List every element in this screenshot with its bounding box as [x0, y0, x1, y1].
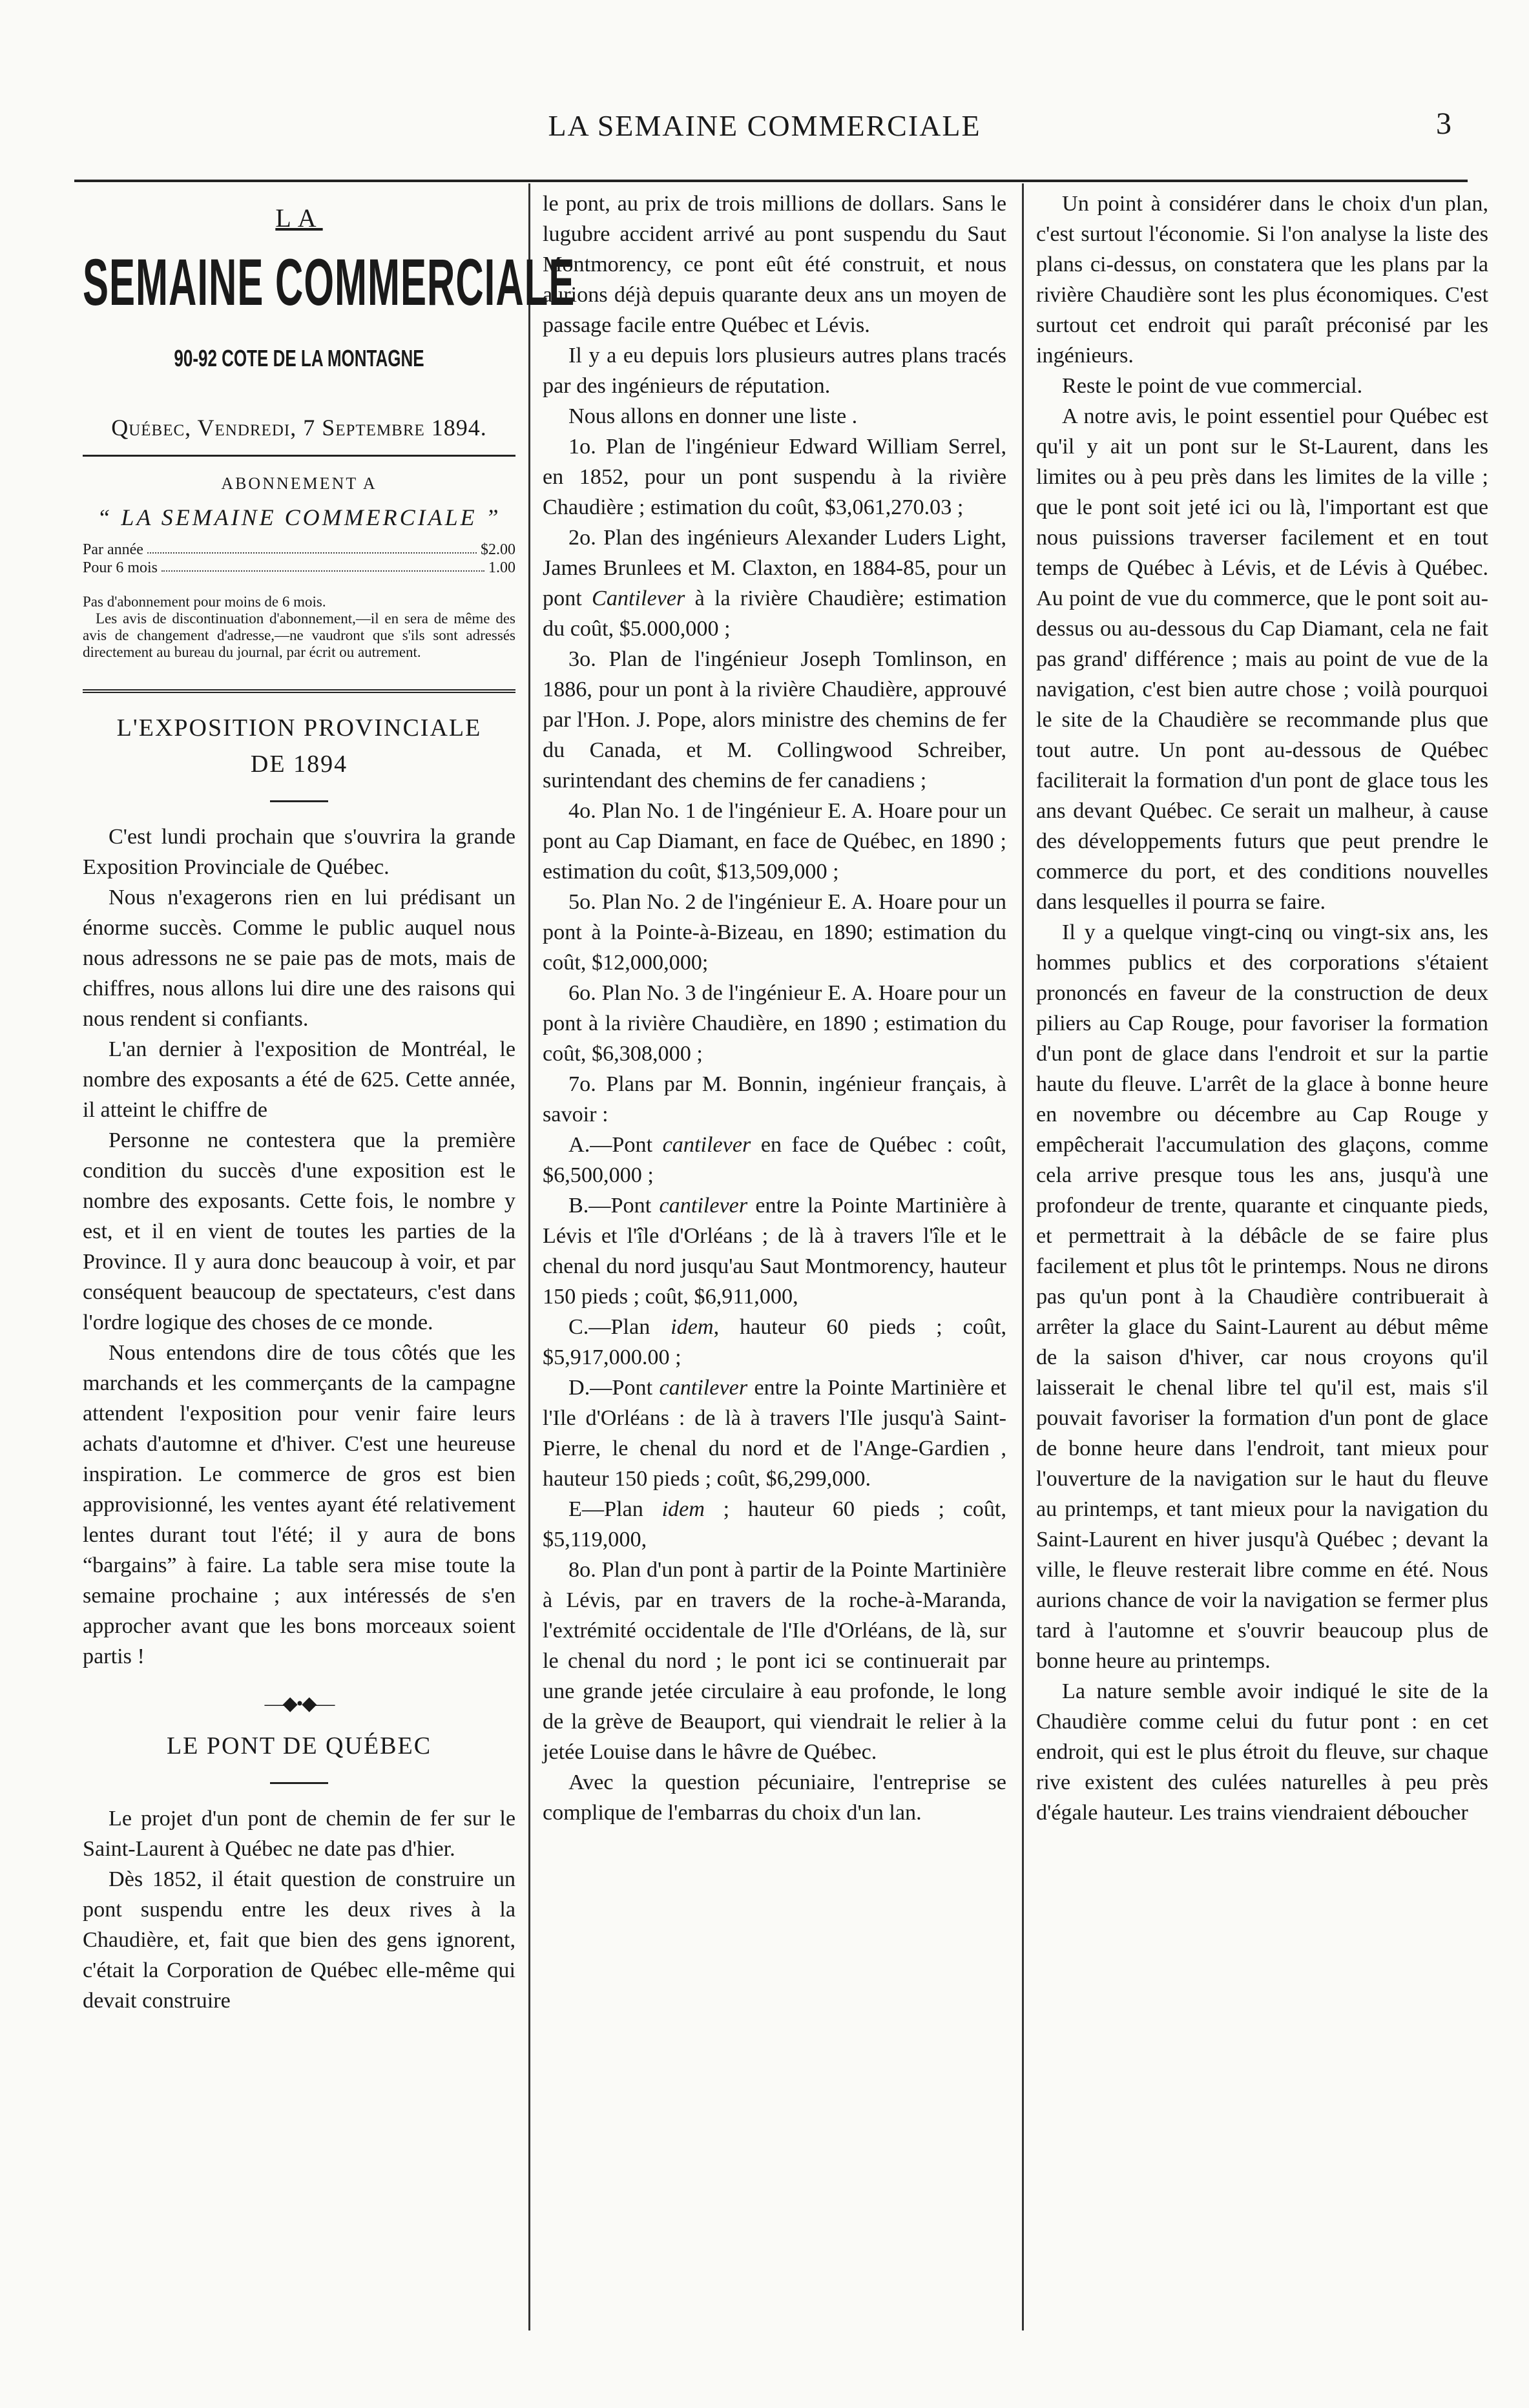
paragraph: le pont, au prix de trois millions de dollars. Sans le lugubre accident arrivé au pont suspendu du Saut Montmorency, ce pont eût été construit, et nous aurions déjà depuis quarante deux ans un moyen de passage facile entre Québec et Lévis.	[543, 192, 1006, 337]
plan-item: 5o. Plan No. 2 de l'ingénieur E. A. Hoare pour un pont à la Pointe-à-Bizeau, en 1890; estimation du coût, $12,000,000;	[543, 890, 1006, 975]
short-rule	[270, 1782, 328, 1784]
plan-item: 7o. Plans par M. Bonnin, ingénieur français, à savoir :	[543, 1072, 1006, 1126]
masthead-la: LA	[275, 203, 323, 233]
paragraph: A notre avis, le point essentiel pour Québec est qu'il y ait un pont sur le St-Laurent, dans les limites ou à peu près dans les limites de la ville ; que le pont soit jeté ici ou là, l'important est que nous puissions traverser facilement et en tout temps de Québec à Lévis, et de Lévis à Québec. Au point de vue du commerce, que le pont soit au-dessus ou au-dessous du Cap Diamant, cela ne fait pas grand' différence ; mais au point de vue de la navigation, c'est bien autre chose ; voilà pourquoi le site de la Chaudière se recommande plus que tout autre. Un pont au-dessous de Québec faciliterait la formation d'un pont de glace tous les ans devant Québec. Ce serait un malheur, à cause des développements futurs que peut prendre le commerce du port, et des conditions nouvelles dans lesquelles il pourra se faire.	[1036, 404, 1488, 914]
subscription-notice	[83, 594, 515, 661]
paragraph: Nous allons en donner une liste .	[568, 404, 858, 428]
leader-dots	[161, 559, 484, 572]
paragraph: Personne ne contestera que la première condition du succès d'une exposition est le nombre des exposants. Cette fois, le nombre y est, et il en vient de toutes les parties de la Province. Il y aura donc beaucoup à voir, et par conséquent beaucoup de spectateurs, c'est dans l'ordre logique des choses de ce monde.	[83, 1128, 515, 1334]
column-divider-2	[1022, 183, 1024, 2330]
paragraph: L'an dernier à l'exposition de Montréal, le nombre des exposants a été de 625. Cette année, il atteint le chiffre de	[83, 1037, 515, 1122]
headline-exposition-year: DE 1894	[250, 751, 348, 778]
paragraph: Avec la question pécuniaire, l'entreprise se complique de l'embarras du choix d'un lan.	[543, 1770, 1006, 1825]
ornament-divider: —◆•◆—	[264, 1693, 334, 1714]
divider	[83, 455, 515, 457]
plan-item: 3o. Plan de l'ingénieur Joseph Tomlinson, en 1886, pour un pont à la rivière Chaudière, approuvé par l'Hon. J. Pope, alors ministre des chemins de fer du Canada, et M. Collingwood Schreiber, surintendant des chemins de fer canadiens ;	[543, 647, 1006, 793]
column-divider-1	[528, 183, 530, 2330]
notice-line: Les avis de discontinuation d'abonnement,—il en sera de même des avis de changement d'adresse,—ne vaudront que s'ils sont adressés directement au bureau du journal, par écrit ou autrement.	[83, 610, 515, 660]
page-number: 3	[1436, 107, 1451, 141]
notice-line: Pas d'abonnement pour moins de 6 mois.	[83, 594, 326, 610]
paragraph: La nature semble avoir indiqué le site de la Chaudière comme celui du futur pont : en cet endroit, qui est le plus étroit du fleuve, sur chaque rive existent des culées naturelles à peu près d'égale hauteur. Les trains viendraient déboucher	[1036, 1679, 1488, 1825]
subscription-heading: ABONNEMENT A	[221, 474, 377, 493]
masthead-address: 90-92 COTE DE LA MONTAGNE	[174, 344, 424, 372]
section-rule	[83, 689, 515, 693]
paragraph: Nous entendons dire de tous côtés que les marchands et les commerçants de la campagne attendent l'exposition pour venir faire leurs achats d'automne et d'hiver. C'est une heureuse inspiration. Le commerce de gros est bien approvisionné, les ventes ayant été relativement lentes durant tout l'été; il y aura de bons “bargains” à faire. La table sera mise toute la semaine prochaine ; aux intéressés de s'en approcher avant que les bons morceaux soient partis !	[83, 1341, 515, 1668]
paragraph: Il y a eu depuis lors plusieurs autres plans tracés par des ingénieurs de réputation.	[543, 344, 1006, 398]
header-rule	[74, 180, 1468, 182]
sub-plan-a: A.—Pont cantilever en face de Québec : coût, $6,500,000 ;	[543, 1133, 1007, 1187]
sub-plan-c: C.—Plan idem, hauteur 60 pieds ; coût, $5,917,000.00 ;	[543, 1315, 1006, 1369]
plan-item: 2o. Plan des ingénieurs Alexander Luders Light, James Brunlees et M. Claxton, en 1884-85, pour un pont Cantilever à la rivière Chaudière; estimation du coût, $5.000,000 ;	[543, 526, 1007, 641]
column-1	[83, 189, 576, 2320]
price-value: $2.00	[481, 541, 515, 558]
plan-item: 8o. Plan d'un pont à partir de la Pointe Martinière à Lévis, par en travers de la roche-à-Maranda, l'extrémité occidentale de l'Ile d'Orléans, de là, sur le chenal du nord ; le pont ici se continuerait par une grande jetée circulaire à eau profonde, le long de la grève de Beauport, qui viendrait le relier à la jetée Louise dans le hâvre de Québec.	[543, 1558, 1006, 1764]
price-label: Par année	[83, 541, 143, 558]
plan-item: 4o. Plan No. 1 de l'ingénieur E. A. Hoare pour un pont au Cap Diamant, en face de Québec, en 1890 ; estimation du coût, $13,509,000 ;	[543, 799, 1006, 884]
price-row	[83, 559, 515, 577]
paragraph: Nous n'exagerons rien en lui prédisant un énorme succès. Comme le public auquel nous nous adressons ne se paie pas de mots, mais de chiffres, nous allons lui dire une des raisons qui nous rendent si confiants.	[83, 886, 515, 1031]
paragraph: Le projet d'un pont de chemin de fer sur le Saint-Laurent à Québec ne date pas d'hier.	[83, 1807, 515, 1861]
sub-plan-d: D.—Pont cantilever entre la Pointe Martinière et l'Ile d'Orléans : de là à travers l'Ile jusqu'à Saint-Pierre, le chenal du nord et de l'Ange-Gardien , hauteur 150 pieds ; coût, $6,299,000.	[543, 1376, 1006, 1491]
price-value: 1.00	[488, 559, 515, 576]
leader-dots	[147, 541, 477, 554]
headline-pont: LE PONT DE QUÉBEC	[166, 1732, 432, 1759]
price-row	[83, 541, 515, 559]
sub-plan-b: B.—Pont cantilever entre la Pointe Martinière à Lévis et l'île d'Orléans ; de là à travers l'île et le chenal du nord jusqu'au Saut Montmorency, hauteur 150 pieds ; coût, $6,911,000,	[543, 1194, 1007, 1309]
headline-exposition: L'EXPOSITION PROVINCIALE	[116, 714, 482, 742]
column-2	[543, 189, 1006, 2320]
masthead-title: SEMAINE COMMERCIALE	[83, 245, 576, 319]
running-head: LA SEMAINE COMMERCIALE	[548, 109, 981, 142]
price-label: Pour 6 mois	[83, 559, 158, 576]
dateline: Québec, Vendredi, 7 Septembre 1894.	[111, 415, 487, 441]
plan-item: 6o. Plan No. 3 de l'ingénieur E. A. Hoare pour un pont à la rivière Chaudière, en 1890 ; estimation du coût, $6,308,000 ;	[543, 981, 1006, 1066]
paragraph: Il y a quelque vingt-cinq ou vingt-six ans, les hommes publics et des corporations s'étaient prononcés en faveur de la construction de deux piliers au Cap Rouge, pour favoriser la formation d'un pont de glace dans l'endroit et sur la partie haute du fleuve. L'arrêt de la glace à bonne heure en novembre ou décembre au Cap Rouge y empêcherait l'accumulation des glaçons, comme cela arrive presque tous les ans, jusqu'à une profondeur de trente, quarante et cinquante pieds, et permettrait à la débâcle de se faire plus facilement et plus tôt le printemps. Nous ne dirons pas qu'un pont à la Chaudière contribuerait à arrêter la glace du Saint-Laurent au début même de la saison d'hiver, car nous croyons qu'il laisserait le chenal libre tel qu'il est, mais s'il pouvait favoriser la formation d'un pont de glace de bonne heure dans l'endroit, tant mieux pour l'ouverture de la navigation sur le haut du fleuve au printemps, et tant mieux pour la navigation du Saint-Laurent en hiver jusqu'à Québec ; devant la ville, le fleuve resterait libre comme en été. Nous aurions chance de voir la navigation se fermer plus tard à l'automne et s'ouvrir beaucoup plus de bonne heure au printemps.	[1036, 920, 1488, 1673]
subscription-title: “ LA SEMAINE COMMERCIALE ”	[97, 504, 501, 530]
paragraph: C'est lundi prochain que s'ouvrira la grande Exposition Provinciale de Québec.	[83, 825, 515, 879]
paragraph: Reste le point de vue commercial.	[1062, 374, 1363, 398]
short-rule	[270, 800, 328, 802]
plan-item: 1o. Plan de l'ingénieur Edward William Serrel, en 1852, pour un pont suspendu à la rivière Chaudière ; estimation du coût, $3,061,270.03 ;	[543, 435, 1006, 519]
paragraph: Un point à considérer dans le choix d'un plan, c'est surtout l'économie. Si l'on analyse la liste des plans ci-dessus, on constatera que les plans par la rivière Chaudière sont les plus économiques. C'est surtout cet endroit qui paraît préconisé par les ingénieurs.	[1036, 192, 1488, 368]
sub-plan-e: E—Plan idem ; hauteur 60 pieds ; coût, $5,119,000,	[543, 1497, 1007, 1552]
column-3	[1036, 189, 1488, 2320]
paragraph: Dès 1852, il était question de construire un pont suspendu entre les deux rives à la Chaudière, et, fait que bien des gens ignorent, c'était la Corporation de Québec elle-même qui devait construire	[83, 1867, 515, 2013]
